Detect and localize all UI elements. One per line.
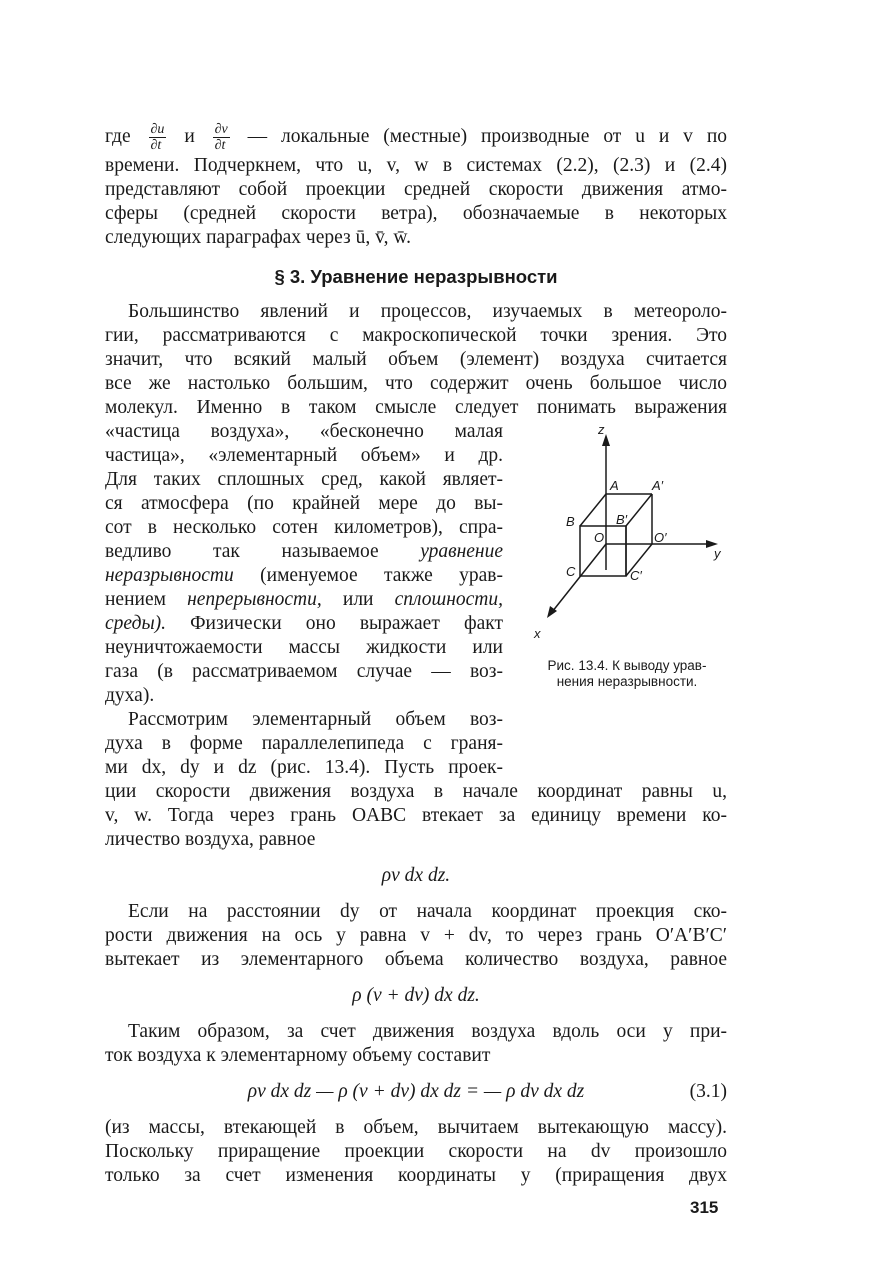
- text-line: представляют собой проекции средней скорости движения атмо-: [105, 179, 727, 200]
- term-italic: уравнение: [420, 541, 503, 562]
- text-fragment: — локальные (местные) производные от u и v по: [247, 125, 728, 147]
- text-fragment: и: [184, 125, 195, 147]
- term-italic: сплошности,: [394, 589, 504, 610]
- text-line: ся атмосфера (по крайней мере до вы-: [105, 493, 503, 514]
- caption-line: нения неразрывности.: [556, 674, 698, 689]
- label-c: C: [566, 564, 576, 579]
- text-fragment: Физически оно выражает факт: [190, 613, 503, 634]
- text-line: времени. Подчеркнем, что u, v, w в системах (2.2), (2.3) и (2.4): [105, 155, 727, 176]
- text-line: духа в форме параллелепипеда с граня-: [105, 733, 503, 754]
- section-heading: § 3. Уравнение неразрывности: [274, 266, 558, 287]
- label-a: A: [610, 478, 619, 493]
- text-line: сот в несколько сотен километров), спра-: [105, 517, 503, 538]
- text-line: [105, 612, 503, 636]
- text-line: все же настолько большим, что содержит очень большое число: [105, 373, 727, 394]
- x-axis: [552, 544, 606, 612]
- text-line: [105, 122, 727, 153]
- text-line: следующих параграфах через ū, v̄, w̄.: [105, 227, 412, 248]
- label-b: B: [566, 514, 575, 529]
- label-a-prime: A′: [652, 478, 664, 493]
- term-italic: непрерывности,: [187, 589, 322, 610]
- text-fragment: ведливо так называемое: [105, 541, 379, 562]
- text-fragment: нением: [105, 589, 166, 610]
- label-x: x: [534, 626, 541, 641]
- fraction-du-dt: [149, 122, 167, 153]
- equation: ρv dx dz — ρ (v + dv) dx dz = — ρ dv dx dz: [247, 1081, 585, 1102]
- label-y: y: [714, 546, 721, 561]
- text-line: (из массы, втекающей в объем, вычитаем вытекающую массу).: [105, 1117, 727, 1138]
- text-line: неуничтожаемости массы жидкости или: [105, 637, 503, 658]
- text-line: духа).: [105, 685, 155, 706]
- equation-number: (3.1): [689, 1081, 727, 1102]
- text-line: Рассмотрим элементарный объем воз-: [128, 709, 503, 730]
- text-line: [105, 588, 503, 612]
- fraction-denominator: ∂t: [150, 138, 162, 153]
- text-line: сферы (средней скорости ветра), обозначаемые в некоторых: [105, 203, 727, 224]
- text-line: «частица воздуха», «бесконечно малая: [105, 421, 503, 442]
- text-fragment: где: [105, 125, 131, 147]
- text-line: Поскольку приращение проекции скорости на dv произошло: [105, 1141, 727, 1162]
- text-line: [105, 540, 503, 564]
- text-line: ции скорости движения воздуха в начале координат равны u,: [105, 781, 727, 802]
- label-c-prime: C′: [630, 568, 642, 583]
- page-number: 315: [690, 1198, 719, 1217]
- text-line: Большинство явлений и процессов, изучаемых в метеороло-: [128, 301, 727, 322]
- text-fragment: или: [342, 589, 374, 610]
- text-line: личество воздуха, равное: [105, 829, 316, 850]
- text-line: рости движения на ось y равна v + dv, то через грань O′A′B′C′: [105, 925, 727, 946]
- fraction-numerator: ∂v: [214, 122, 228, 137]
- text-line: значит, что всякий малый объем (элемент) воздуха считается: [105, 349, 727, 370]
- text-line: Для таких сплошных сред, какой являет-: [105, 469, 503, 490]
- caption-line: Рис. 13.4. К выводу урав-: [547, 658, 707, 673]
- label-o-prime: O′: [654, 530, 667, 545]
- fraction-denominator: ∂t: [214, 138, 226, 153]
- text-line: гии, рассматриваются с макроскопической точки зрения. Это: [105, 325, 727, 346]
- text-line: [105, 564, 503, 588]
- text-line: Если на расстоянии dy от начала координат проекция ско-: [128, 901, 727, 922]
- text-fragment: (именуемое также урав-: [260, 565, 504, 586]
- equation: ρv dx dz.: [381, 865, 451, 886]
- text-line: ток воздуха к элементарному объему составит: [105, 1045, 491, 1066]
- text-line: ми dx, dy и dz (рис. 13.4). Пусть проек-: [105, 757, 503, 778]
- term-italic: среды).: [105, 613, 167, 634]
- term-italic: неразрывности: [105, 565, 234, 586]
- text-line: v, w. Тогда через грань OABC втекает за единицу времени ко-: [105, 805, 727, 826]
- label-b-prime: B′: [616, 512, 628, 527]
- text-line: молекул. Именно в таком смысле следует понимать выражения: [105, 397, 727, 418]
- text-line: частица», «элементарный объем» и др.: [105, 445, 503, 466]
- text-line: только за счет изменения координаты y (приращения двух: [105, 1165, 727, 1186]
- label-o: O: [594, 530, 605, 545]
- fraction-dv-dt: [213, 122, 230, 153]
- figure-caption: [522, 658, 732, 690]
- parallelepiped-figure: [530, 420, 730, 650]
- text-line: вытекает из элементарного объема количество воздуха, равное: [105, 949, 727, 970]
- text-line: Таким образом, за счет движения воздуха вдоль оси y при-: [128, 1021, 727, 1042]
- equation: ρ (v + dv) dx dz.: [352, 985, 480, 1006]
- fraction-numerator: ∂u: [150, 122, 165, 137]
- text-line: газа (в рассматриваемом случае — воз-: [105, 661, 503, 682]
- label-z: z: [598, 422, 605, 437]
